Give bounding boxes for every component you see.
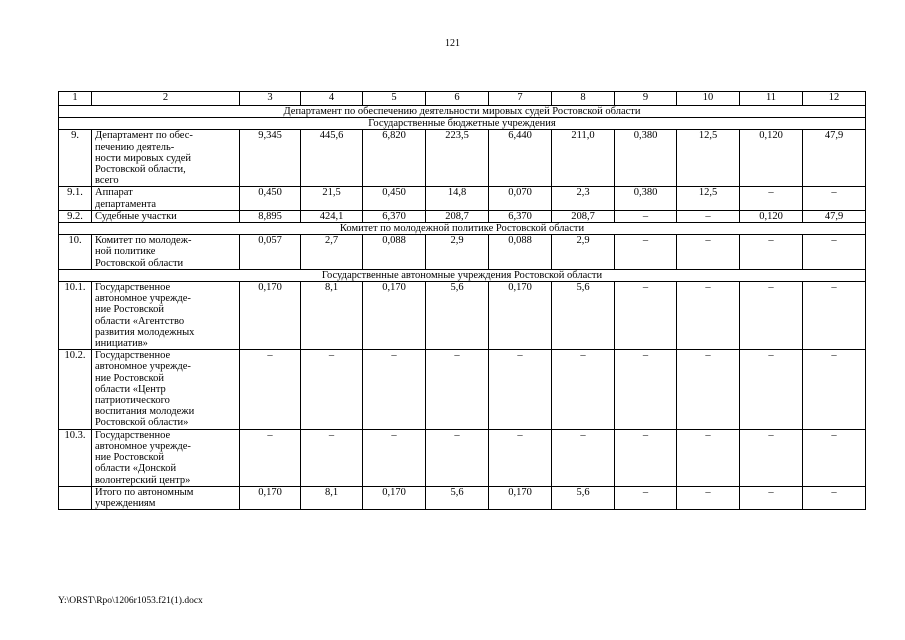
row-name-line: всего bbox=[95, 175, 119, 187]
header-cell: 7 bbox=[489, 92, 552, 106]
value-cell: 12,5 bbox=[677, 187, 740, 210]
row-name-line: воспитания молодежи bbox=[95, 406, 195, 418]
value-cell: – bbox=[740, 187, 803, 210]
row-name-line: Итого по автономным bbox=[95, 486, 194, 498]
row-name-line: области «Агентство bbox=[95, 315, 185, 327]
value-cell: 8,1 bbox=[301, 486, 363, 509]
row-name bbox=[92, 187, 240, 210]
value-cell: – bbox=[803, 429, 866, 486]
value-cell: 12,5 bbox=[677, 130, 740, 187]
header-cell: 6 bbox=[426, 92, 489, 106]
row-number: 10.3. bbox=[59, 429, 92, 486]
value-cell: 0,120 bbox=[740, 210, 803, 222]
value-cell: – bbox=[615, 282, 677, 350]
value-cell: 445,6 bbox=[301, 130, 363, 187]
page-number: 121 bbox=[445, 38, 460, 49]
row-name bbox=[92, 429, 240, 486]
value-cell: 2,9 bbox=[552, 235, 615, 270]
section-title: Департамент по обеспечению деятельности мировых судей Ростовской области bbox=[59, 106, 866, 118]
value-cell: 5,6 bbox=[426, 282, 489, 350]
value-cell: 0,170 bbox=[363, 282, 426, 350]
data-table bbox=[58, 91, 866, 510]
value-cell: 0,170 bbox=[240, 282, 301, 350]
value-cell: – bbox=[552, 350, 615, 429]
value-cell: – bbox=[615, 429, 677, 486]
value-cell: 211,0 bbox=[552, 130, 615, 187]
row-name-line: инициатив» bbox=[95, 338, 148, 350]
row-name-line: автономное учрежде- bbox=[95, 361, 191, 373]
section-row bbox=[59, 118, 866, 130]
row-name-line: области «Донской bbox=[95, 463, 177, 475]
row-name bbox=[92, 350, 240, 429]
header-cell: 3 bbox=[240, 92, 301, 106]
value-cell: 47,9 bbox=[803, 210, 866, 222]
value-cell: 0,450 bbox=[363, 187, 426, 210]
row-name-line: Государственное bbox=[95, 429, 171, 441]
value-cell: 9,345 bbox=[240, 130, 301, 187]
table-row bbox=[59, 235, 866, 270]
value-cell: 5,6 bbox=[426, 486, 489, 509]
row-name-line: области «Центр bbox=[95, 383, 166, 395]
row-name-line: Ростовской области, bbox=[95, 164, 186, 176]
value-cell: – bbox=[740, 235, 803, 270]
row-name-line: ной политике bbox=[95, 246, 156, 258]
row-name-line: волонтерский центр» bbox=[95, 474, 191, 486]
row-name-line: Ростовской области» bbox=[95, 417, 189, 429]
value-cell: 0,380 bbox=[615, 187, 677, 210]
value-cell: 2,3 bbox=[552, 187, 615, 210]
value-cell: 0,170 bbox=[489, 486, 552, 509]
value-cell: – bbox=[803, 187, 866, 210]
row-name-line: развития молодежных bbox=[95, 326, 195, 338]
section-title: Комитет по молодежной политике Ростовской области bbox=[59, 223, 866, 235]
value-cell: – bbox=[240, 429, 301, 486]
row-name-line: департамента bbox=[95, 198, 157, 210]
header-cell: 1 bbox=[59, 92, 92, 106]
row-name-line: Комитет по молодеж- bbox=[95, 235, 192, 247]
row-name-line: Департамент по обес- bbox=[95, 130, 193, 142]
value-cell: 0,120 bbox=[740, 130, 803, 187]
value-cell: 6,370 bbox=[363, 210, 426, 222]
value-cell: 14,8 bbox=[426, 187, 489, 210]
header-cell: 8 bbox=[552, 92, 615, 106]
value-cell: – bbox=[677, 486, 740, 509]
table-row bbox=[59, 429, 866, 486]
value-cell: 6,370 bbox=[489, 210, 552, 222]
value-cell: – bbox=[677, 350, 740, 429]
section-row bbox=[59, 106, 866, 118]
value-cell: – bbox=[363, 429, 426, 486]
value-cell: – bbox=[301, 350, 363, 429]
value-cell: – bbox=[677, 429, 740, 486]
row-name-line: Государственное bbox=[95, 350, 171, 362]
row-name-line: печению деятель- bbox=[95, 141, 175, 153]
value-cell: – bbox=[489, 350, 552, 429]
value-cell: 5,6 bbox=[552, 486, 615, 509]
value-cell: 208,7 bbox=[552, 210, 615, 222]
value-cell: – bbox=[803, 282, 866, 350]
value-cell: 0,450 bbox=[240, 187, 301, 210]
header-cell: 2 bbox=[92, 92, 240, 106]
value-cell: 2,9 bbox=[426, 235, 489, 270]
value-cell: – bbox=[677, 210, 740, 222]
table-row bbox=[59, 350, 866, 429]
value-cell: – bbox=[677, 282, 740, 350]
row-name bbox=[92, 486, 240, 509]
header-row bbox=[59, 92, 866, 106]
value-cell: 8,1 bbox=[301, 282, 363, 350]
row-name bbox=[92, 235, 240, 270]
section-row bbox=[59, 269, 866, 281]
value-cell: – bbox=[677, 235, 740, 270]
row-name bbox=[92, 210, 240, 222]
value-cell: – bbox=[426, 350, 489, 429]
value-cell: – bbox=[803, 350, 866, 429]
value-cell: – bbox=[803, 486, 866, 509]
value-cell: 424,1 bbox=[301, 210, 363, 222]
row-name-line: учреждениям bbox=[95, 497, 156, 509]
value-cell: 0,088 bbox=[489, 235, 552, 270]
row-number: 10. bbox=[59, 235, 92, 270]
value-cell: 208,7 bbox=[426, 210, 489, 222]
value-cell: – bbox=[489, 429, 552, 486]
table-row bbox=[59, 282, 866, 350]
value-cell: 0,170 bbox=[489, 282, 552, 350]
table-row bbox=[59, 130, 866, 187]
header-cell: 11 bbox=[740, 92, 803, 106]
value-cell: 0,170 bbox=[240, 486, 301, 509]
row-number: 9.2. bbox=[59, 210, 92, 222]
value-cell: – bbox=[615, 235, 677, 270]
value-cell: 0,070 bbox=[489, 187, 552, 210]
value-cell: – bbox=[615, 486, 677, 509]
section-title: Государственные автономные учреждения Ростовской области bbox=[59, 269, 866, 281]
row-number: 9.1. bbox=[59, 187, 92, 210]
value-cell: – bbox=[363, 350, 426, 429]
value-cell: 6,440 bbox=[489, 130, 552, 187]
row-name-line: патриотического bbox=[95, 395, 170, 407]
row-name-line: Ростовской области bbox=[95, 257, 184, 269]
header-cell: 9 bbox=[615, 92, 677, 106]
value-cell: – bbox=[740, 350, 803, 429]
value-cell: 2,7 bbox=[301, 235, 363, 270]
value-cell: – bbox=[426, 429, 489, 486]
section-title: Государственные бюджетные учреждения bbox=[59, 118, 866, 130]
value-cell: – bbox=[740, 282, 803, 350]
table-row bbox=[59, 187, 866, 210]
row-name-line: автономное учрежде- bbox=[95, 440, 191, 452]
row-name-line: Государственное bbox=[95, 282, 171, 294]
value-cell: 0,057 bbox=[240, 235, 301, 270]
row-name-line: Аппарат bbox=[95, 187, 133, 199]
value-cell: – bbox=[301, 429, 363, 486]
row-number: 9. bbox=[59, 130, 92, 187]
header-cell: 10 bbox=[677, 92, 740, 106]
value-cell: 6,820 bbox=[363, 130, 426, 187]
value-cell: 21,5 bbox=[301, 187, 363, 210]
row-name-line: ние Ростовской bbox=[95, 372, 164, 384]
value-cell: – bbox=[740, 486, 803, 509]
value-cell: 0,380 bbox=[615, 130, 677, 187]
value-cell: 223,5 bbox=[426, 130, 489, 187]
value-cell: – bbox=[615, 210, 677, 222]
value-cell: 0,088 bbox=[363, 235, 426, 270]
row-name-line: ние Ростовской bbox=[95, 452, 164, 464]
value-cell: 0,170 bbox=[363, 486, 426, 509]
row-name-line: автономное учрежде- bbox=[95, 293, 191, 305]
header-cell: 12 bbox=[803, 92, 866, 106]
value-cell: – bbox=[740, 429, 803, 486]
section-row bbox=[59, 223, 866, 235]
row-name-line: ности мировых судей bbox=[95, 152, 192, 164]
table-row bbox=[59, 210, 866, 222]
header-cell: 4 bbox=[301, 92, 363, 106]
row-number bbox=[59, 486, 92, 509]
value-cell: – bbox=[240, 350, 301, 429]
row-number: 10.2. bbox=[59, 350, 92, 429]
value-cell: – bbox=[615, 350, 677, 429]
header-cell: 5 bbox=[363, 92, 426, 106]
value-cell: – bbox=[552, 429, 615, 486]
total-row bbox=[59, 486, 866, 509]
value-cell: 5,6 bbox=[552, 282, 615, 350]
file-path-footer: Y:\ORST\Rpo\1206r1053.f21(1).docx bbox=[58, 596, 203, 606]
value-cell: – bbox=[803, 235, 866, 270]
table-body bbox=[59, 92, 866, 510]
row-name bbox=[92, 130, 240, 187]
row-number: 10.1. bbox=[59, 282, 92, 350]
row-name-line: ние Ростовской bbox=[95, 304, 164, 316]
value-cell: 8,895 bbox=[240, 210, 301, 222]
row-name-line: Судебные участки bbox=[95, 210, 177, 222]
row-name bbox=[92, 282, 240, 350]
value-cell: 47,9 bbox=[803, 130, 866, 187]
